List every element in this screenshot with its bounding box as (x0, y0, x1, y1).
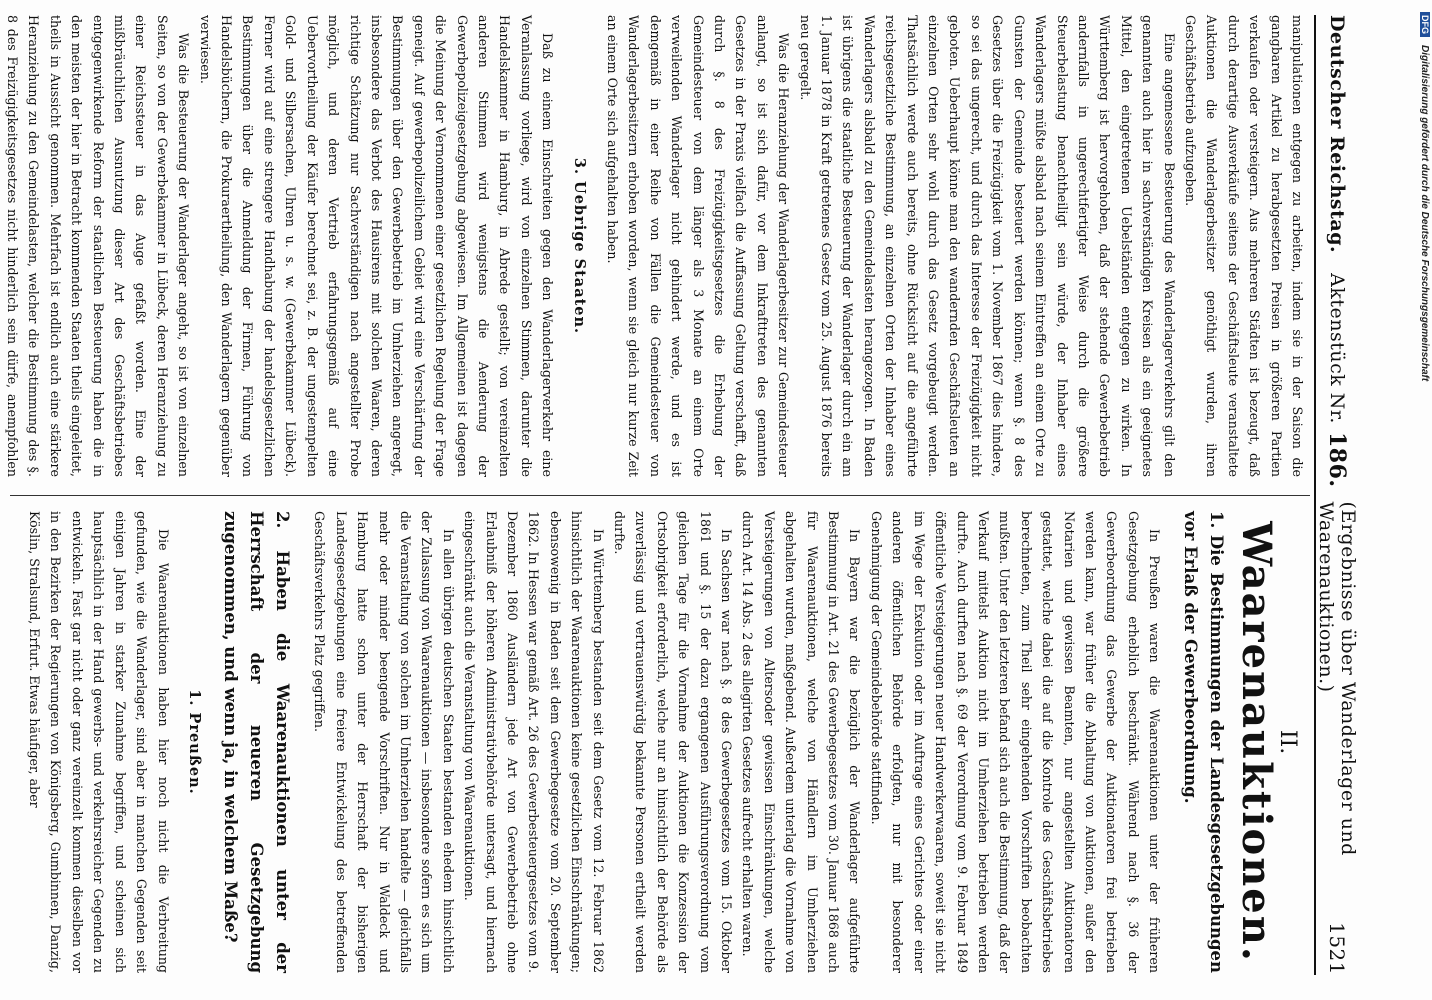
dfg-logo: DFG (1420, 12, 1430, 37)
digitization-credit (1412, 8, 1432, 998)
credit-text: Digitalisierung gefördert durch die Deutsche Forschungsgemeinschaft (1419, 45, 1430, 382)
document-page (0, 5, 1400, 995)
issue-number: 186. (1324, 431, 1350, 488)
paragraph: Die Waarenauktionen haben hier noch nicht die Verbreitung gefunden, wie die Wanderlager, sind aber in manchen Gegenden seit einigen Jahren in starker Zunahme begriffen, und scheinen sich hauptsächlich in der Hand gewerbs- und verkehrsreicher Gegenden zu entwickeln. Fast gar nicht oder ganz vereinzelt kommen dieselben vor in den Bezirken der Regierungen von Königsberg, Gumbinnen, Danzig, Köslin, Stralsund, Erfurt. Etwas häufiger, aber (27, 511, 171, 973)
column-divider (10, 495, 1310, 496)
section-heading: 2. Haben die Waarenauktionen unter der Herrschaft der neueren Gesetzgebung zugenommen, und wenn ja, in welchem Maße? (220, 511, 292, 973)
paragraph: In Bayern war die bezüglich der Wanderlager aufgeführte Bestimmung in Art. 21 des Gewerbegesetzes vom 30. Januar 1868 auch für Waarenauktionen, welche von Händlern im Umherziehen abgehalten wurden, maßgebend. Außerdem unterlag die Vornahme von Versteigerungen von Altersoder gewissen Einschränkungen, welche durch Art. 14 Abs. 2 des allegirten Gesetzes aufrecht erhalten waren. (740, 511, 863, 973)
paragraph: In allen übrigen deutschen Staaten bestanden ehedem hinsichtlich der Zulassung von Waarenauktionen — insbesondere sofern es sich um die Veranstaltung von solchen im Umherziehen handelte — gleichfalls mehr oder minder beengende Vorschriften. Nur in Waldeck und Hamburg hatte schon unter der Herrschaft der bisherigen Landesgesetzgebungen eine freiere Entwickelung des betreffenden Geschäftsverkehrs Platz gegriffen. (312, 511, 456, 973)
subsection-heading: 1. Preußen. (185, 689, 203, 795)
paragraph: In Preußen waren die Waarenauktionen unter der früheren Gesetzgebung erheblich beschränkt. Während nach §. 36 der Gewerbeordnung das Gewerbe der Auktionatoren frei betrieben werden kann, war früher die Abhaltung von Auktionen, außer den Notarien und gewissen Beamten, nur angestellten Auktionatoren gestattet, welche dabei die auf die Kontrole des Geschäftsbetriebes berechneten, zum Theil sehr eingehenden Vorschriften beobachten mußten. Unter den letzteren befand sich auch die Bestimmung, daß der Verkauf mittelst Auktion nicht im Umherziehen betrieben werden durfte. Auch durften nach §. 69 der Verordnung vom 9. Februar 1849 öffentliche Versteigerungen neuer Handwerkerwaaren, soweit sie nicht im Wege der Exekution oder im Auftrage eines Gerichtes oder einer anderen öffentlichen Behörde erfolgten, nur mit besonderer Genehmigung der Gemeindebehörde stattfinden. (868, 511, 1163, 973)
paragraph: Was die Besteuerung der Wanderlager angeht, so ist von einzelnen Seiten, so von der Gewerbekammer in Lübeck, deren Heranziehung zu einer Reichssteuer in das Auge gefaßt worden. Eine der mißbräuchlichen Ausnutzung dieser Art des Geschäftsbetriebes entgegenwirkende Reform der staatlichen Besteuerung haben die in den meisten der hier in Betracht kommenden Staaten theils eingeleitet, theils in Aussicht genommen. Mehrfach ist endlich auch eine stärkere Heranziehung zu den Gemeindelasten, welcher die Bestimmung des §. 8 des Freizügigkeitsgesetzes nicht hinderlich sein dürfe, anempfohlen (5, 15, 192, 477)
part-number: II. (1275, 729, 1300, 755)
paragraph: Eine angemessene Besteuerung des Wanderlagerverkehrs gilt den genannten auch hier in sachverständigen Kreisen als ein geeignetes Mittel, den eingetretenen Uebelständen entgegen zu wirken. In Württemberg ist hervorgehoben, daß der stehende Gewerbebetrieb andernfalls in ungerechtfertigter Weise durch die größere Steuerbelastung benachtheiligt sein würde, der Inhaber eines Wanderlagers müßte alsbald nach seinem Eintreffen an einem Orte zu Gunsten der Gemeinde besteuert werden können; wenn §. 8 des Gesetzes über die Freizügigkeit vom 1. November 1867 dies hindere, so sei das ungerecht, und durch das Interesse der Freizügigkeit nicht geboten. Ueberhaupt könne man den wandernden Geschäftsleuten an einzelnen Orten sehr wohl durch das Gesetz vorgebeugt werden. Thatsächlich werde auch bereits, ohne Rücksicht auf die angeführte reichsgesetzliche Bestimmung, an einzelnen Orten der Inhaber eines Wanderlagers alsbald zu den Gemeindelasten herangezogen. In Baden ist übrigens die staatliche Besteuerung der Wanderlager durch ein am 1. Januar 1878 in Kraft getretenes Gesetz vom 25. August 1876 bereits neu geregelt. (797, 15, 1177, 477)
paragraph: manipulationen entgegen zu arbeiten, indem sie in der Saison die gangbaren Artikel zu herabgesetzten Preisen in größeren Partien verkaufen oder versteigern. Aus mehreren Städten ist bezeugt, daß durch derartige Ausverkäufe seitens der Geschäftsleute veranstaltete Auktionen die Wanderlagerbesitzer genöthigt wurden, ihren Geschäftsbetrieb aufzugeben. (1182, 15, 1305, 477)
paragraph: Was die Heranziehung der Wanderlagerbesitzer zur Gemeindesteuer anlangt, so ist sich dafür, vor dem Inkrafttreten des genannten Gesetzes in der Praxis vielfach die Auffassung Geltung verschafft, daß durch §. 8 des Freizügigkeitsgesetzes die Erhebung der Gemeindesteuer von dem länger als 3 Monate an einem Orte verweilenden Wanderlager nicht gehindert werde, und es ist demgemäß in einer Reihe von Fällen die Gemeindesteuer von Wanderlagerbesitzern erhoben worden, wenn sie gleich nur kurze Zeit an einem Orte sich aufgehalten haben. (605, 15, 792, 477)
part-title: Waarenauktionen. (1232, 521, 1280, 963)
page-number: 1521 (1325, 922, 1349, 975)
running-header (1315, 15, 1359, 975)
paper-name: Deutscher Reichstag. (1326, 15, 1348, 254)
paragraph: In Sachsen war nach §. 8 des Gewerbegesetzes vom 15. Oktober 1861 und §. 15 der dazu ergangenen Ausführungsverordnung vom gleichen Tage für die Vornahme der Auktionen die Konzession der Ortsobrigkeit erforderlich, welche nur an hinsichtlich der Behörde als zuverlässig und vertrauenswürdig bekannte Personen ertheilt werden durfte. (612, 511, 735, 973)
header-subject: (Ergebnisse über Wanderlager und Waarenauktionen.) (1315, 501, 1359, 856)
paragraph: Daß zu einem Einschreiten gegen den Wanderlagerverkehr eine Veranlassung vorliege, wird von einzelnen Stimmen, darunter die Handelskammer in Hamburg, in Abrede gestellt; von vereinzelten anderen Stimmen wird wenigstens die Aenderung der Gewerbepolizeigesetzgebung abgewiesen. Im Allgemeinen ist dagegen die Meinung der Vernommenen einer gesetzlichen Regelung der Frage geneigt. Auf gewerbepolizeilichem Gebiet wird eine Verschärfung der Bestimmungen über den Gewerbebetrieb im Umherziehen angeregt, insbesondere das Verbot des Hausirens mit solchen Waaren, deren richtige Schätzung nur Sachverständigen nach angestellter Probe möglich, und deren Vertrieb erfahrungsgemäß auf eine Uebervortheilung der Käufer berechnet sei, z. B. der ungestempelten Gold- und Silbersachen, Uhren u. s. w. (Gewerbekammer Lübeck). Ferner wird auf eine strengere Handhabung der handelsgesetzlichen Bestimmungen über die Anmeldung der Firmen, Führung von Handelsbüchern, die Prokuraertheilung, den Wanderlagern gegenüber verwiesen. (197, 15, 556, 477)
issue-label: Aktenstück Nr. (1326, 273, 1348, 424)
section-heading: 3. Uebrige Staaten. (570, 157, 588, 335)
header-rule (1314, 15, 1316, 975)
section-heading: 1. Die Bestimmungen der Landesgesetzgebungen vor Erlaß der Gewerbeordnung. (1181, 511, 1227, 973)
left-column (0, 15, 1308, 477)
paragraph: In Württemberg bestanden seit dem Gesetz vom 12. Februar 1862 hinsichtlich der Waarenauktionen keine gesetzlichen Einschränkungen; ebensowenig in Baden seit dem Gewerbegesetze vom 20. September 1862. In Hessen war gemäß Art. 26 des Gewerbesteuergesetzes vom 9. Dezember 1860 Ausländern jede Art von Gewerbebetrieb ohne Erlaubniß der höheren Administrativbehörde untersagt, und hiernach eingeschränkt auch die Veranstaltung von Waarenauktionen. (462, 511, 606, 973)
right-column (24, 511, 1308, 973)
